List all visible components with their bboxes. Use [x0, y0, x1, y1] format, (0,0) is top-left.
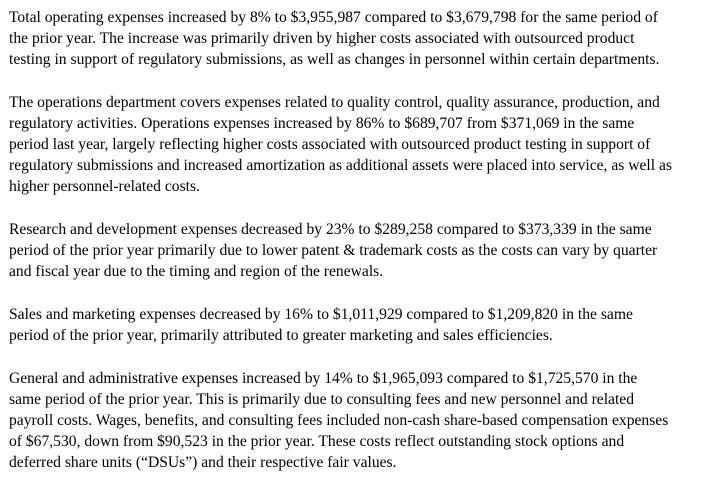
paragraph-line: The operations department covers expenses related to quality control, quality assurance, production, and	[9, 94, 660, 111]
paragraph-line: same period of the prior year. This is primarily due to consulting fees and new personnel and related	[9, 391, 635, 408]
paragraph-line: period of the prior year primarily due to lower patent & trademark costs as the costs can vary by quarter	[9, 242, 658, 259]
paragraph-line: deferred share units (“DSUs”) and their respective fair values.	[9, 454, 397, 471]
paragraph-line: of $67,530, down from $90,523 in the prior year. These costs reflect outstanding stock options and	[9, 433, 625, 450]
paragraph-line: General and administrative expenses increased by 14% to $1,965,093 compared to $1,725,570 in the	[9, 370, 638, 387]
paragraph-line: the prior year. The increase was primarily driven by higher costs associated with outsourced product	[9, 30, 635, 47]
paragraph-research-development	[9, 219, 719, 282]
paragraph-total-operating-expenses	[9, 7, 719, 70]
paragraph-sales-marketing	[9, 304, 719, 346]
paragraph-general-administrative	[9, 368, 719, 473]
paragraph-line: higher personnel-related costs.	[9, 178, 200, 195]
paragraph-line: period last year, largely reflecting higher costs associated with outsourced product testing in support of	[9, 136, 651, 153]
paragraph-line: period of the prior year, primarily attributed to greater marketing and sales efficiencies.	[9, 327, 553, 344]
paragraph-line: Sales and marketing expenses decreased by 16% to $1,011,929 compared to $1,209,820 in the same	[9, 306, 633, 323]
paragraph-line: regulatory activities. Operations expenses increased by 86% to $689,707 from $371,069 in the same	[9, 115, 635, 132]
paragraph-line: and fiscal year due to the timing and region of the renewals.	[9, 263, 384, 280]
paragraph-line: payroll costs. Wages, benefits, and consulting fees included non-cash share-based compensation expenses	[9, 412, 669, 429]
paragraph-line: Research and development expenses decreased by 23% to $289,258 compared to $373,339 in the same	[9, 221, 652, 238]
paragraph-operations	[9, 92, 719, 197]
paragraph-line: testing in support of regulatory submissions, as well as changes in personnel within certain departments.	[9, 51, 660, 68]
paragraph-line: regulatory submissions and increased amortization as additional assets were placed into service, as well as	[9, 157, 672, 174]
paragraph-line: Total operating expenses increased by 8% to $3,955,987 compared to $3,679,798 for the same period of	[9, 9, 658, 26]
